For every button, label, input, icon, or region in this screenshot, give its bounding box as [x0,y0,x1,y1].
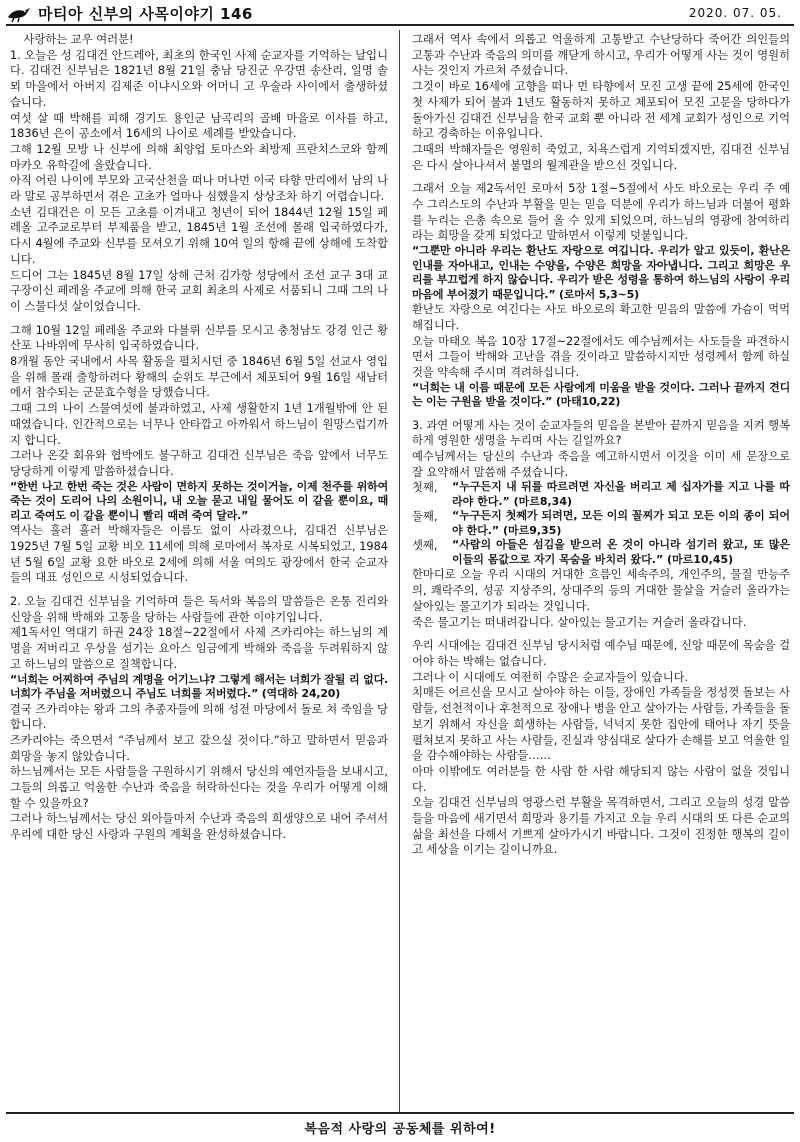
right-column [412,32,790,1112]
saying-item [412,480,790,509]
paragraph: 아마 이밖에도 여러분들 한 사람 한 사람 해당되지 않는 사람이 없을 것입니다. [412,764,790,794]
paragraph: 그해 10월 12일 페레올 주교와 다블뤼 신부를 모시고 충청남도 강경 인근 황산포 나바위에 무사히 입국하였습니다. [10,323,388,353]
paragraph: 그해 12월 모방 나 신부에 의해 최양업 토마스와 최방제 프란치스코와 함께 마카오 유학길에 올랐습니다. [10,142,388,172]
paragraph: 드디어 그는 1845년 8월 17일 상해 근처 김가항 성당에서 조선 교구 3대 교구장이신 페레올 주교에 의해 한국 교회 최초의 사제로 서품되니 그때 그의 나이 스물다섯 살이었습니다. [10,268,388,313]
bird-icon [6,3,32,23]
paragraph: 즈카리야는 죽으면서 “주님께서 보고 갚으실 것이다.”하고 말하면서 믿음과 희망을 놓지 않았습니다. [10,733,388,763]
saying-text: “누구든지 첫째가 되려면, 모든 이의 꼴찌가 되고 모든 이의 종이 되어야 한다.” (마르9,35) [452,509,790,537]
saying-item [412,509,790,538]
paragraph: 그때의 박해자들은 영원히 죽었고, 치욕스럽게 기억되겠지만, 김대건 신부님은 다시 살아나셔서 불멸의 월계관을 받으신 것입니다. [412,142,790,172]
paragraph: 역사는 흘러 흘러 박해자들은 이름도 없이 사라졌으나, 김대건 신부님은 1925년 7월 5일 교황 비오 11세에 의해 로마에서 복자로 시복되었고, 1984년 5월 6일 교황 요한 바오로 2세에 의해 서울 여의도 광장에서 한국 순교자들의 대표 성인으로 시성되었습니다. [10,524,388,585]
paragraph: 결국 즈카리야는 왕과 그의 추종자들에 의해 성전 마당에서 돌로 쳐 죽임을 당합니다. [10,702,388,732]
paragraph: 8개월 동안 국내에서 사목 활동을 펼치시던 중 1846년 6월 5일 선교사 영입을 위해 몰래 출항하려다 황해의 순위도 부근에서 체포되어 9월 16일 새남터에서 참수되는 군문효수형을 당했습니다. [10,355,388,400]
saying-text: “사람의 아들은 섬김을 받으러 온 것이 아니라 섬기러 왔고, 또 많은 이들의 몸값으로 자기 목숨을 바치러 왔다.” (마르10,45) [452,538,790,566]
issue-date: 2020. 07. 05. [688,6,782,20]
saying-label: 둘째, [412,510,438,524]
paragraph: 1. 오늘은 성 김대건 안드레아, 최초의 한국인 사제 순교자를 기억하는 날입니다. 김대건 신부님은 1821년 8월 21일 충남 당진군 우강면 송산리, 일명 솔뫼 마을에서 아버지 김제준 이냐시오와 어머니 고 우술라 사이에서 출생하셨습니다. [10,48,388,109]
martyr-quote: “한번 나고 한번 죽는 것은 사람이 면하지 못하는 것이거늘, 이제 천주를 위하여 죽는 것이 도리어 나의 소원이니, 내 오늘 묻고 내일 물어도 이 같을 뿐이요, 때리고 죽여도 이 같을 뿐이니 빨리 때려 죽여 달라.” [10,479,388,522]
greeting: 사랑하는 교우 여러분! [23,33,134,46]
saying-text: “누구든지 내 뒤를 따르려면 자신을 버리고 제 십자가를 지고 나를 따라야 한다.” (마르8,34) [452,480,790,508]
paragraph: 그래서 역사 속에서 의롭고 억울하게 고통받고 수난당하다 죽어간 의인들의 고통과 수난과 죽음의 의미를 깨닫게 하시고, 우리가 어떻게 사는 것이 영원히 사는 것인지 가르쳐 주셨습니다. [412,33,790,78]
scripture-quote: “그뿐만 아니라 우리는 환난도 자랑으로 여깁니다. 우리가 알고 있듯이, 환난은 인내를 자아내고, 인내는 수양을, 수양은 희망을 자아냅니다. 그리고 희망은 우리를 부끄럽게 하지 않습니다. 우리가 받은 성령을 통하여 하느님의 사랑이 우리 마음에 부어졌기 때문입니다.” (로마서 5,3~5) [412,244,790,301]
paragraph: 아직 어린 나이에 부모와 고국산천을 떠나 머나먼 이국 타향 만리에서 남의 나라 말로 공부하면서 겪은 고초가 얼마나 심했을지 상상조차 하기 어렵습니다. [10,174,388,204]
paragraph: 우리 시대에는 김대건 신부님 당시처럼 예수님 때문에, 신앙 때문에 목숨을 걸어야 하는 박해는 없습니다. [412,639,790,668]
paragraph: 소년 김대건은 이 모든 고초를 이겨내고 청년이 되어 1844년 12월 15일 페레올 고주교로부터 부제품을 받고, 1845년 1월 조선에 몰래 입국하였다가, 다시 4월에 주교와 신부를 모셔오기 위해 10여 일의 항해 끝에 상해에 도착합니다. [10,205,388,266]
saying-label: 셋째, [412,539,438,553]
paragraph: 치매든 어르신을 모시고 살아야 하는 이들, 장애인 가족들을 정성껏 돌보는 사람들, 선천적이나 후천적으로 장애나 병을 안고 살아가는 사람들, 가족들을 돌보기 위해서 자신을 희생하는 사람들, 넉넉지 못한 집안에 태어나 자기 뜻을 펼쳐보지 못하고 사는 사람들, 진실과 양심대로 살다가 손해를 보고 억울한 일을 감수해야하는 사람들…… [412,686,790,763]
paragraph: 그래서 오늘 제2독서인 로마서 5장 1절~5절에서 사도 바오로는 우리 주 예수 그리스도의 수난과 부활을 믿는 믿음 덕분에 우리가 하느님과 더불어 평화를 누리는 은총 속으로 들어 올 수 있게 되었으며, 하느님의 영광에 참여하리라는 희망을 갖게 되었다고 말하면서 이렇게 덧붙입니다. [412,182,790,243]
saying-item [412,538,790,567]
paragraph: 죽은 물고기는 떠내려갑니다. 살아있는 물고기는 거슬러 올라갑니다. [412,615,747,629]
paragraph: 오늘 김대건 신부님의 영광스런 부활을 목격하면서, 그리고 오늘의 성경 말씀들을 마음에 새기면서 희망과 용기를 가지고 오늘 우리 시대의 또 다른 순교의 삶을 최선을 다해서 기쁘게 살아가시기 바랍니다. 그것이 진정한 행복의 길이고 세상을 이기는 길이니까요. [412,796,790,857]
paragraph: 3. 과연 어떻게 사는 것이 순교자들의 믿음을 본받아 끝까지 믿음을 지켜 행복하게 영원한 생명을 누리며 사는 길일까요? [412,418,790,448]
paragraph: 하느님께서는 모든 사람들을 구원하시기 위해서 당신의 예언자들을 보내시고, 그들의 의롭고 억울한 수난과 죽음을 허락하신다는 것을 우리가 어떻게 이해할 수 있을까요? [10,765,388,810]
paragraph: 여섯 살 때 박해를 피해 경기도 용인군 남곡리의 골배 마을로 이사를 하고, 1836년 은이 공소에서 16세의 나이로 세례를 받았습니다. [10,111,388,141]
paragraph: 한마디로 오늘 우리 시대의 거대한 흐름인 세속주의, 개인주의, 물질 만능주의, 쾌락주의, 성공 지상주의, 상대주의 등의 거대한 물살을 거슬러 올라가는 살아있는 물고기가 되라는 것입니다. [412,568,790,613]
paragraph: 환난도 자랑으로 여긴다는 사도 바오로의 확고한 믿음의 말씀에 가슴이 먹먹해집니다. [412,303,790,332]
paragraph: 예수님께서는 당신의 수난과 죽음을 예고하시면서 이것을 이미 세 문장으로 잘 요약해서 말씀해 주셨습니다. [412,450,790,479]
scripture-quote: “너희는 어찌하여 주님의 계명을 어기느냐? 그렇게 해서는 너희가 잘될 리 없다. 너희가 주님을 저버렸으니 주님도 너희를 저버렸다.” (역대하 24,20) [10,672,388,701]
paragraph: 2. 오늘 김대건 신부님을 기억하며 들은 독서와 복음의 말씀들은 온통 진리와 신앙을 위해 박해와 고통을 당하는 사람들에 관한 이야기입니다. [10,595,388,624]
header-rule [6,24,794,26]
saying-label: 첫째, [412,481,438,495]
paragraph: 제1독서인 역대기 하권 24장 18절~22절에서 사제 즈카리야는 하느님의 계명을 저버리고 우상을 섬기는 요아스 임금에게 박해와 죽음을 두려워하지 않고 하느님의 말씀으로 질책합니다. [10,626,388,671]
left-column [10,32,388,1112]
paragraph: 그러나 이 시대에도 여전히 수많은 순교자들이 있습니다. [412,670,689,684]
paragraph: 그것이 바로 16세에 고향을 떠나 먼 타향에서 모진 고생 끝에 25세에 한국인 첫 사제가 되어 불과 1년도 활동하지 못하고 체포되어 모진 고문을 당하다가 돌아가신 김대건 신부님을 한국 교회 뿐 아니라 전 세계 교회가 성인으로 기억하고 경축하는 이유입니다. [412,80,790,141]
footer-rule [6,1112,794,1114]
paragraph: 오늘 마태오 복음 10장 17절~22절에서도 예수님께서는 사도들을 파견하시면서 그들이 박해와 고난을 겪을 것이라고 말씀하시지만 성령께서 함께 하실 것을 약속해 주시며 격려하십니다. [412,334,790,379]
scripture-quote: “너희는 내 이름 때문에 모든 사람에게 미움을 받을 것이다. 그러나 끝까지 견디는 이는 구원을 받을 것이다.” (마태10,22) [412,380,790,409]
page-header [0,0,800,26]
paragraph: 그때 그의 나이 스물여섯에 불과하였고, 사제 생활한지 1년 1개월밖에 안 된 때였습니다. 인간적으로는 너무나 안타깝고 아까워서 하느님이 원망스럽기까지 합니다. [10,402,388,447]
footer-slogan: 복음적 사랑의 공동체를 위하여! [304,1122,496,1137]
paragraph: 그러나 온갖 회유와 협박에도 불구하고 김대건 신부님은 죽음 앞에서 너무도 당당하게 이렇게 말씀하셨습니다. [10,449,388,478]
column-divider [399,30,400,1112]
page-title: 마티아 신부의 사목이야기 146 [38,5,253,23]
paragraph: 그러나 하느님께서는 당신 외아들마저 수난과 죽음의 희생양으로 내어 주셔서 우리에 대한 당신 사랑과 구원의 계획을 완성하셨습니다. [10,812,388,842]
